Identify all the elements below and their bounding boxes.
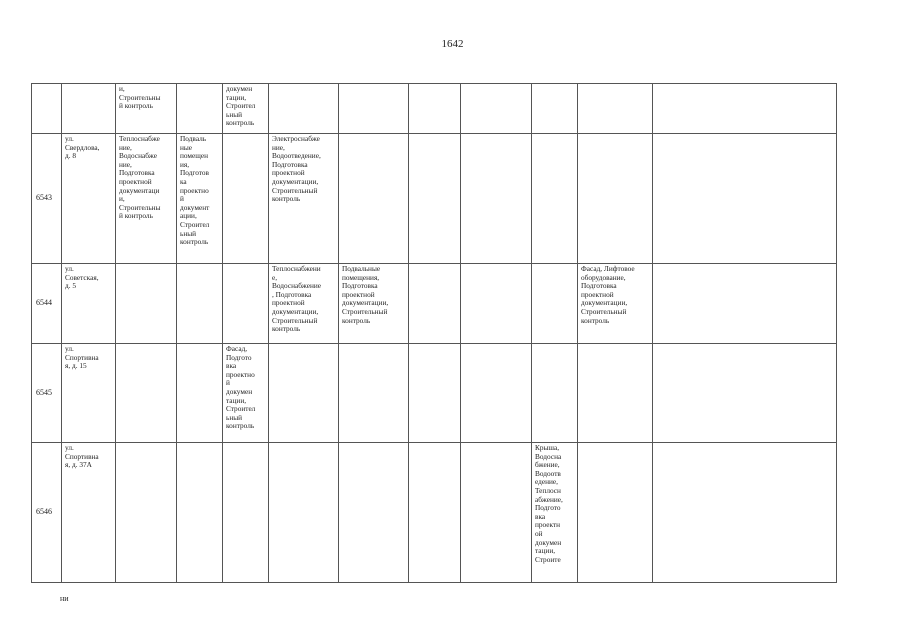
work-type-cell: Подвальные помещения, Подготовка проектной документации, Строительный контроль bbox=[339, 264, 409, 344]
work-type-cell bbox=[532, 344, 578, 443]
work-type-cell bbox=[409, 84, 461, 134]
repair-schedule-table bbox=[31, 83, 837, 583]
work-type-cell bbox=[653, 344, 837, 443]
work-type-cell bbox=[177, 264, 223, 344]
work-type-cell bbox=[578, 443, 653, 583]
page-number: 1642 bbox=[441, 38, 464, 50]
work-type-cell: Теплоснабжени e, Водоснабжение , Подготовка проектной документации, Строительный контроль bbox=[269, 264, 339, 344]
work-type-cell: Фасад, Лифтовое оборудование, Подготовка проектной документации, Строительный контроль bbox=[578, 264, 653, 344]
work-type-cell bbox=[653, 264, 837, 344]
work-type-cell bbox=[532, 134, 578, 264]
work-type-cell: и, Строительны й контроль bbox=[116, 84, 177, 134]
work-type-cell bbox=[653, 443, 837, 583]
work-type-cell bbox=[461, 344, 532, 443]
work-type-cell bbox=[409, 443, 461, 583]
row-number-cell bbox=[32, 84, 62, 134]
address-cell: ул. Советская, д. 5 bbox=[62, 264, 116, 344]
work-type-cell bbox=[532, 264, 578, 344]
work-type-cell bbox=[339, 84, 409, 134]
table-row bbox=[32, 344, 837, 443]
work-type-cell bbox=[409, 264, 461, 344]
work-type-cell bbox=[578, 344, 653, 443]
work-type-cell bbox=[461, 134, 532, 264]
work-type-cell bbox=[269, 443, 339, 583]
work-type-cell: Фасад, Подгото вка проектно й докумен тации, Строител ьный контроль bbox=[223, 344, 269, 443]
work-type-cell bbox=[532, 84, 578, 134]
work-type-cell bbox=[409, 134, 461, 264]
work-type-cell bbox=[116, 443, 177, 583]
work-type-cell bbox=[223, 443, 269, 583]
work-type-cell bbox=[177, 84, 223, 134]
table-row bbox=[32, 443, 837, 583]
row-number-cell: 6543 bbox=[32, 134, 62, 264]
work-type-cell bbox=[177, 344, 223, 443]
footer-note: ни bbox=[60, 594, 69, 603]
work-type-cell bbox=[653, 134, 837, 264]
row-number-cell: 6545 bbox=[32, 344, 62, 443]
work-type-cell bbox=[461, 84, 532, 134]
address-cell: ул. Спортивна я, д. 15 bbox=[62, 344, 116, 443]
work-type-cell: докумен тации, Строител ьный контроль bbox=[223, 84, 269, 134]
row-number-cell: 6544 bbox=[32, 264, 62, 344]
work-type-cell bbox=[653, 84, 837, 134]
address-cell bbox=[62, 84, 116, 134]
work-type-cell bbox=[578, 134, 653, 264]
work-type-cell bbox=[223, 264, 269, 344]
work-type-cell bbox=[269, 84, 339, 134]
work-type-cell bbox=[339, 134, 409, 264]
work-type-cell bbox=[116, 344, 177, 443]
work-type-cell: Электроснабже ние, Водоотведение, Подготовка проектной документации, Строительный контроль bbox=[269, 134, 339, 264]
table-row bbox=[32, 134, 837, 264]
work-type-cell: Теплоснабже ние, Водоснабже ние, Подготовка проектной документаци и, Строительны й контроль bbox=[116, 134, 177, 264]
work-type-cell bbox=[116, 264, 177, 344]
table-row bbox=[32, 264, 837, 344]
work-type-cell bbox=[223, 134, 269, 264]
work-type-cell: Крыша, Водосна бжение, Водоотв едение, Теплосн абжение, Подгото вка проектн ой докумен тации, Строите bbox=[532, 443, 578, 583]
work-type-cell bbox=[339, 344, 409, 443]
address-cell: ул. Спортивна я, д. 37А bbox=[62, 443, 116, 583]
work-type-cell bbox=[269, 344, 339, 443]
work-type-cell bbox=[409, 344, 461, 443]
work-type-cell bbox=[461, 264, 532, 344]
table-row bbox=[32, 84, 837, 134]
work-type-cell bbox=[578, 84, 653, 134]
work-type-cell bbox=[177, 443, 223, 583]
work-type-cell bbox=[461, 443, 532, 583]
work-type-cell bbox=[339, 443, 409, 583]
work-type-cell: Подвaль ные помещен ия, Подготов ка проектно й документ ации, Строител ьный контроль bbox=[177, 134, 223, 264]
address-cell: ул. Свердлова, д. 8 bbox=[62, 134, 116, 264]
row-number-cell: 6546 bbox=[32, 443, 62, 583]
